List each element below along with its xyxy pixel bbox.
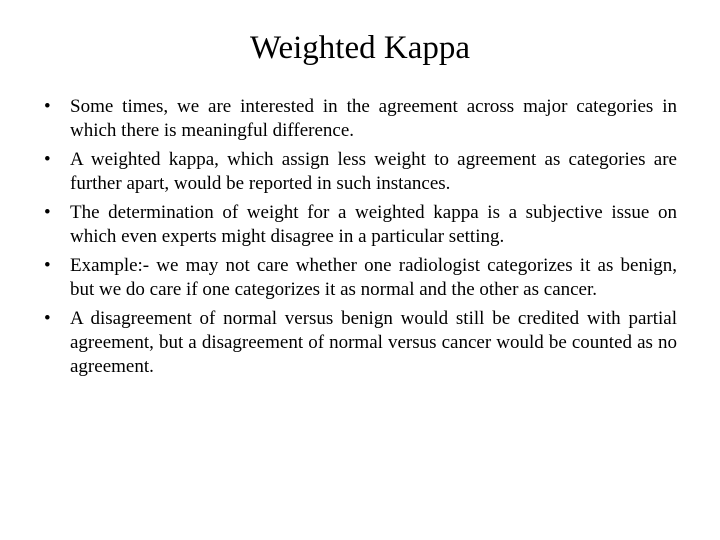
bullet-point-icon: • [44, 149, 51, 170]
bullet-item [44, 201, 677, 249]
bullet-item [44, 254, 677, 302]
bullet-text: A weighted kappa, which assign less weight to agreement as categories are further apart, would be reported in such instances. [70, 149, 677, 194]
slide-title: Weighted Kappa [249, 30, 470, 66]
bullet-text: Example:- we may not care whether one radiologist categorizes it as benign, but we do care if one categorizes it as normal and the other as cancer. [70, 255, 677, 300]
bullet-item [44, 95, 677, 143]
bullet-point-icon: • [44, 255, 51, 276]
bullet-point-icon: • [44, 308, 51, 329]
bullet-point-icon: • [44, 96, 51, 117]
bullet-item [44, 148, 677, 196]
bullet-text: A disagreement of normal versus benign would still be credited with partial agreement, but a disagreement of normal versus cancer would be counted as no agreement. [70, 308, 677, 377]
bullet-point-icon: • [44, 202, 51, 223]
bullet-list [44, 95, 677, 384]
bullet-item [44, 307, 677, 379]
bullet-text: Some times, we are interested in the agreement across major categories in which there is meaningful difference. [70, 96, 677, 141]
bullet-text: The determination of weight for a weighted kappa is a subjective issue on which even experts might disagree in a particular setting. [70, 202, 677, 247]
